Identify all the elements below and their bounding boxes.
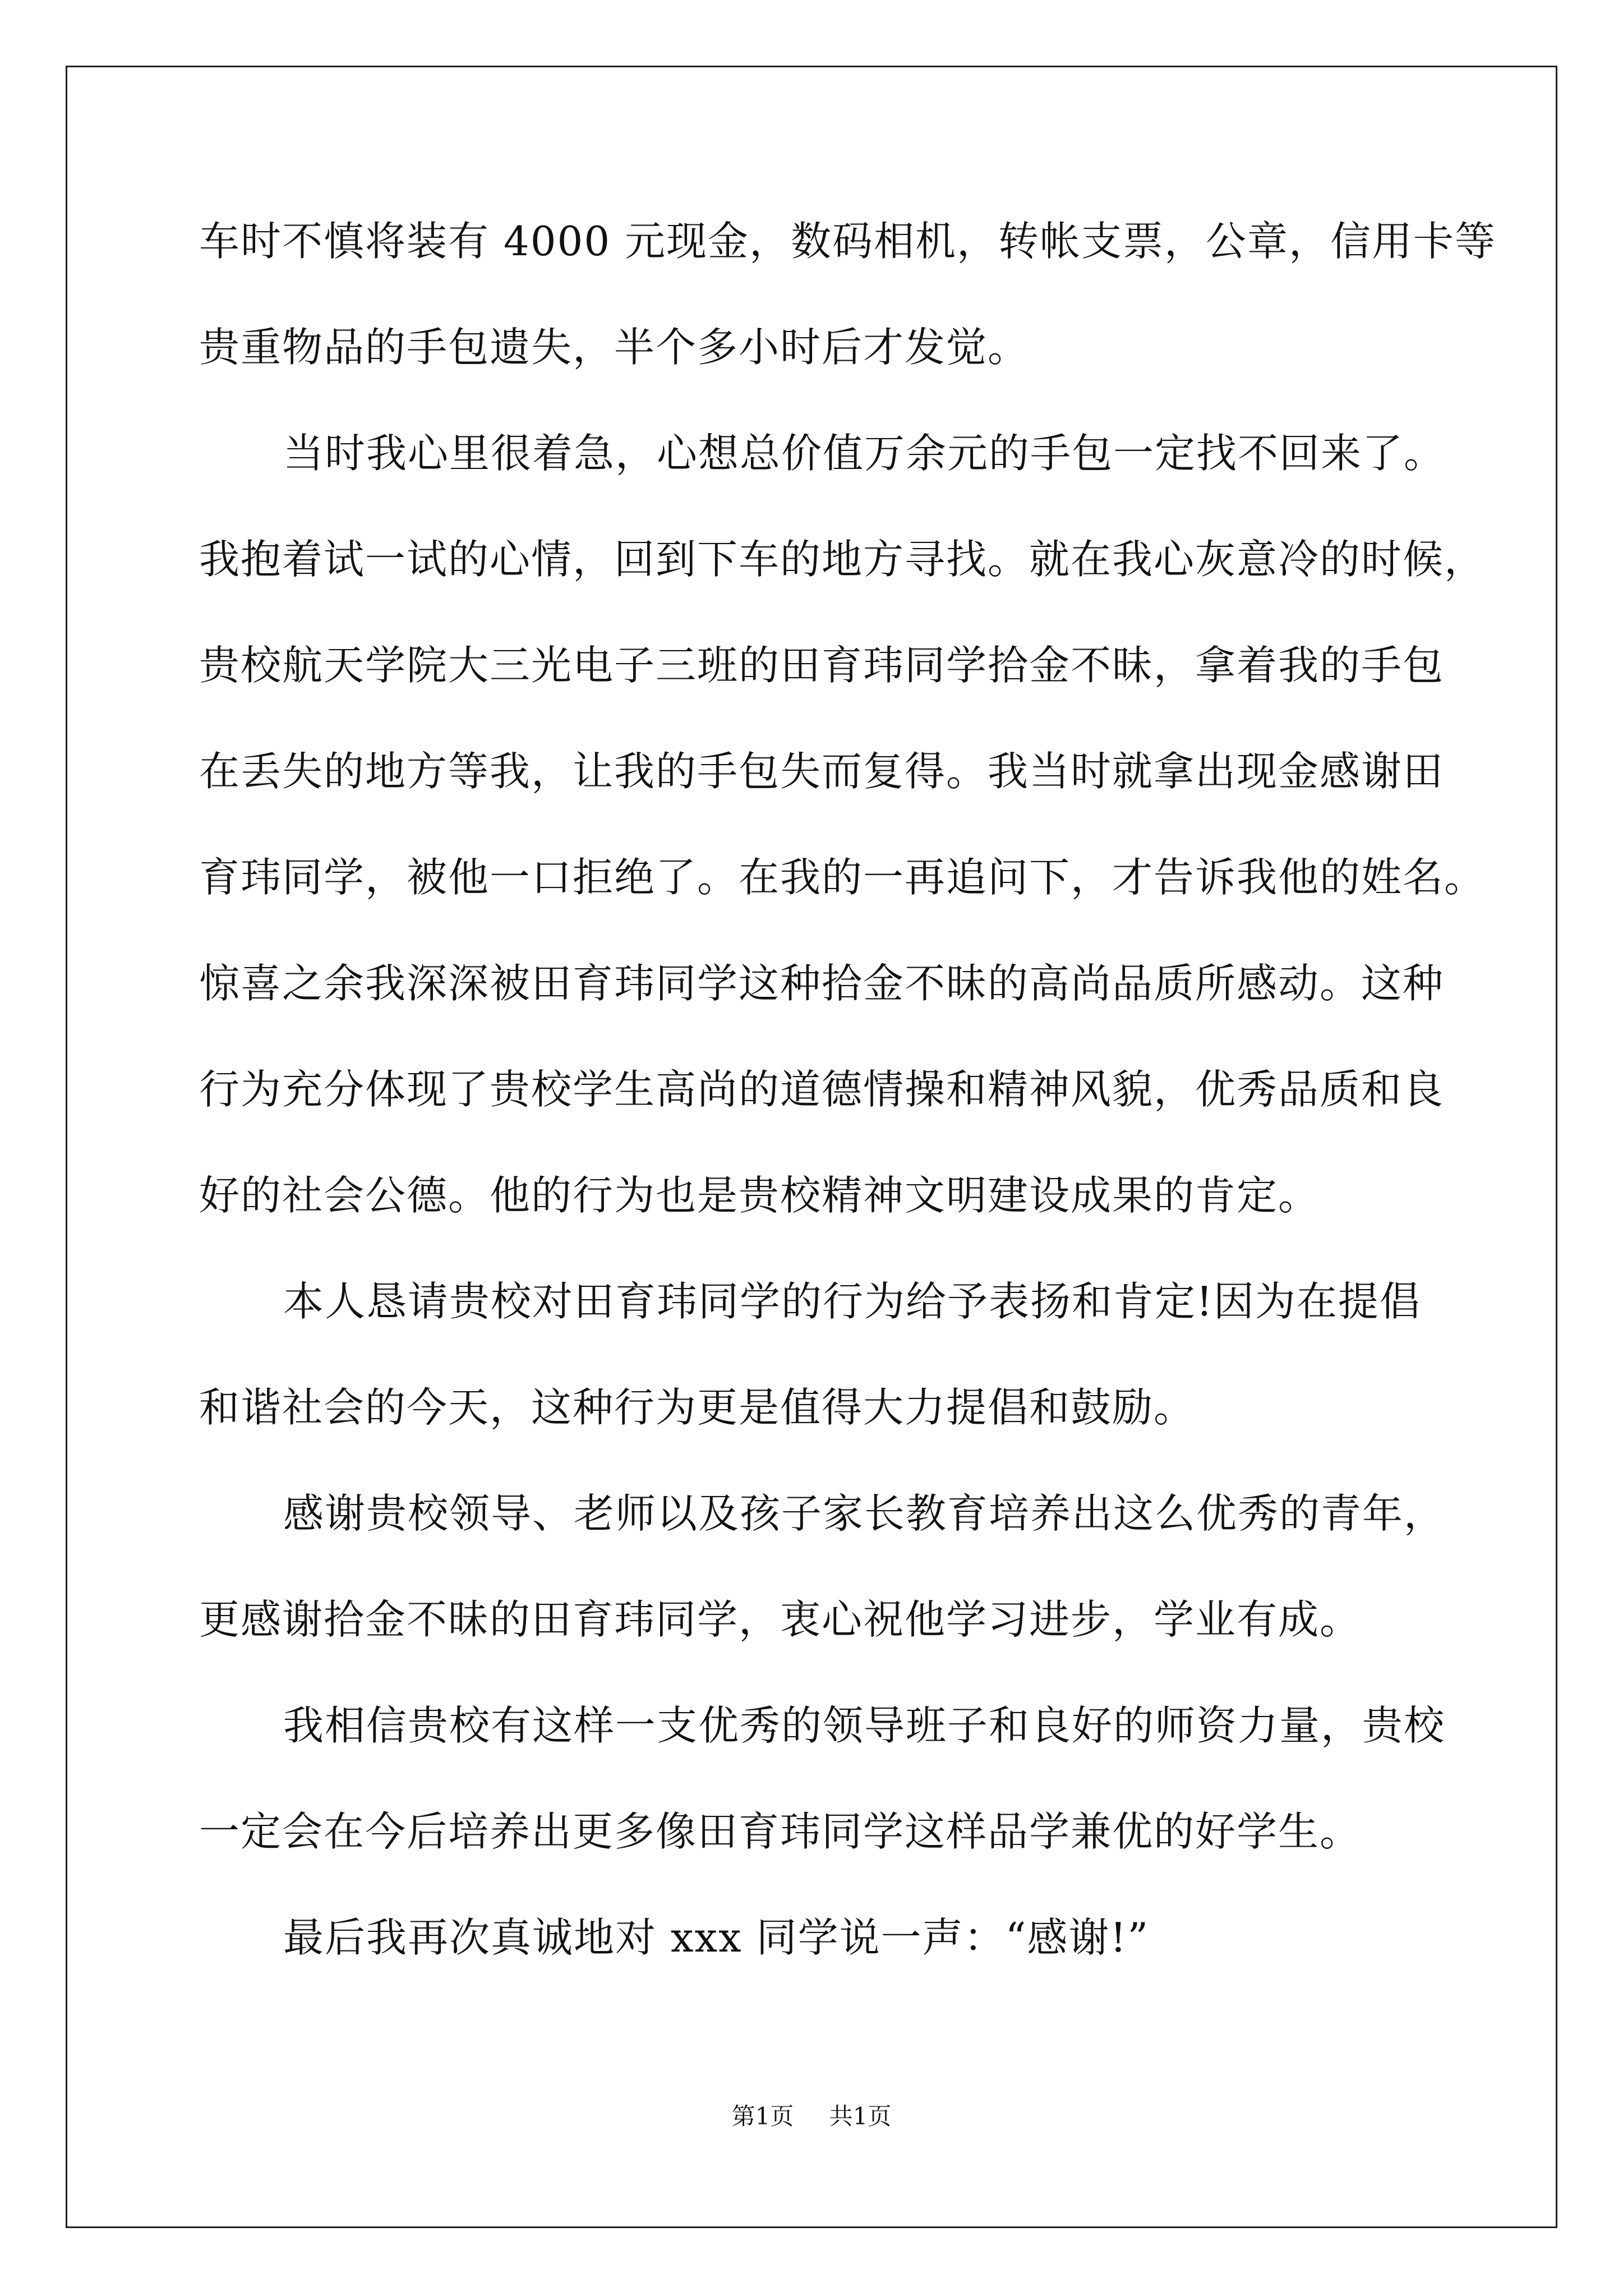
page-total: 共1页: [829, 2102, 892, 2130]
text-line: 好的社会公德。他的行为也是贵校精神文明建设成果的肯定。: [199, 1172, 1320, 1219]
text-line: 在丢失的地方等我，让我的手包失而复得。我当时就拿出现金感谢田: [199, 748, 1445, 795]
text-line: 和谐社会的今天，这种行为更是值得大力提倡和鼓励。: [199, 1384, 1196, 1431]
text-line: 当时我心里很着急，心想总价值万余元的手包一定找不回来了。: [283, 430, 1446, 477]
text-line: 行为充分体现了贵校学生高尚的道德情操和精神风貌，优秀品质和良: [199, 1066, 1445, 1113]
page-number: 第1页: [731, 2102, 794, 2130]
text-line: 贵重物品的手包遗失，半个多小时后才发觉。: [199, 324, 1030, 371]
text-line: 感谢贵校领导、老师以及孩子家长教育培养出这么优秀的青年，: [283, 1490, 1446, 1537]
text-line: 惊喜之余我深深被田育玮同学这种拾金不昧的高尚品质所感动。这种: [199, 960, 1445, 1007]
page-footer: [0, 2101, 1623, 2132]
page-border: [66, 66, 1557, 2228]
text-line: 育玮同学，被他一口拒绝了。在我的一再追问下，才告诉我他的姓名。: [199, 854, 1486, 901]
text-line: 更感谢拾金不昧的田育玮同学，衷心祝他学习进步，学业有成。: [199, 1596, 1362, 1643]
text-line: 本人恳请贵校对田育玮同学的行为给予表扬和肯定!因为在提倡: [283, 1278, 1421, 1325]
text-line: 一定会在今后培养出更多像田育玮同学这样品学兼优的好学生。: [199, 1808, 1362, 1855]
text-line: 最后我再次真诚地对 xxx 同学说一声：“感谢!”: [283, 1914, 1150, 1961]
text-line: 我抱着试一试的心情，回到下车的地方寻找。就在我心灰意冷的时候，: [199, 536, 1486, 583]
text-line: 我相信贵校有这样一支优秀的领导班子和良好的师资力量，贵校: [283, 1702, 1446, 1749]
text-line: 贵校航天学院大三光电子三班的田育玮同学拾金不昧，拿着我的手包: [199, 642, 1445, 689]
text-line: 车时不慎将装有 4000 元现金，数码相机，转帐支票，公章，信用卡等: [199, 218, 1497, 265]
